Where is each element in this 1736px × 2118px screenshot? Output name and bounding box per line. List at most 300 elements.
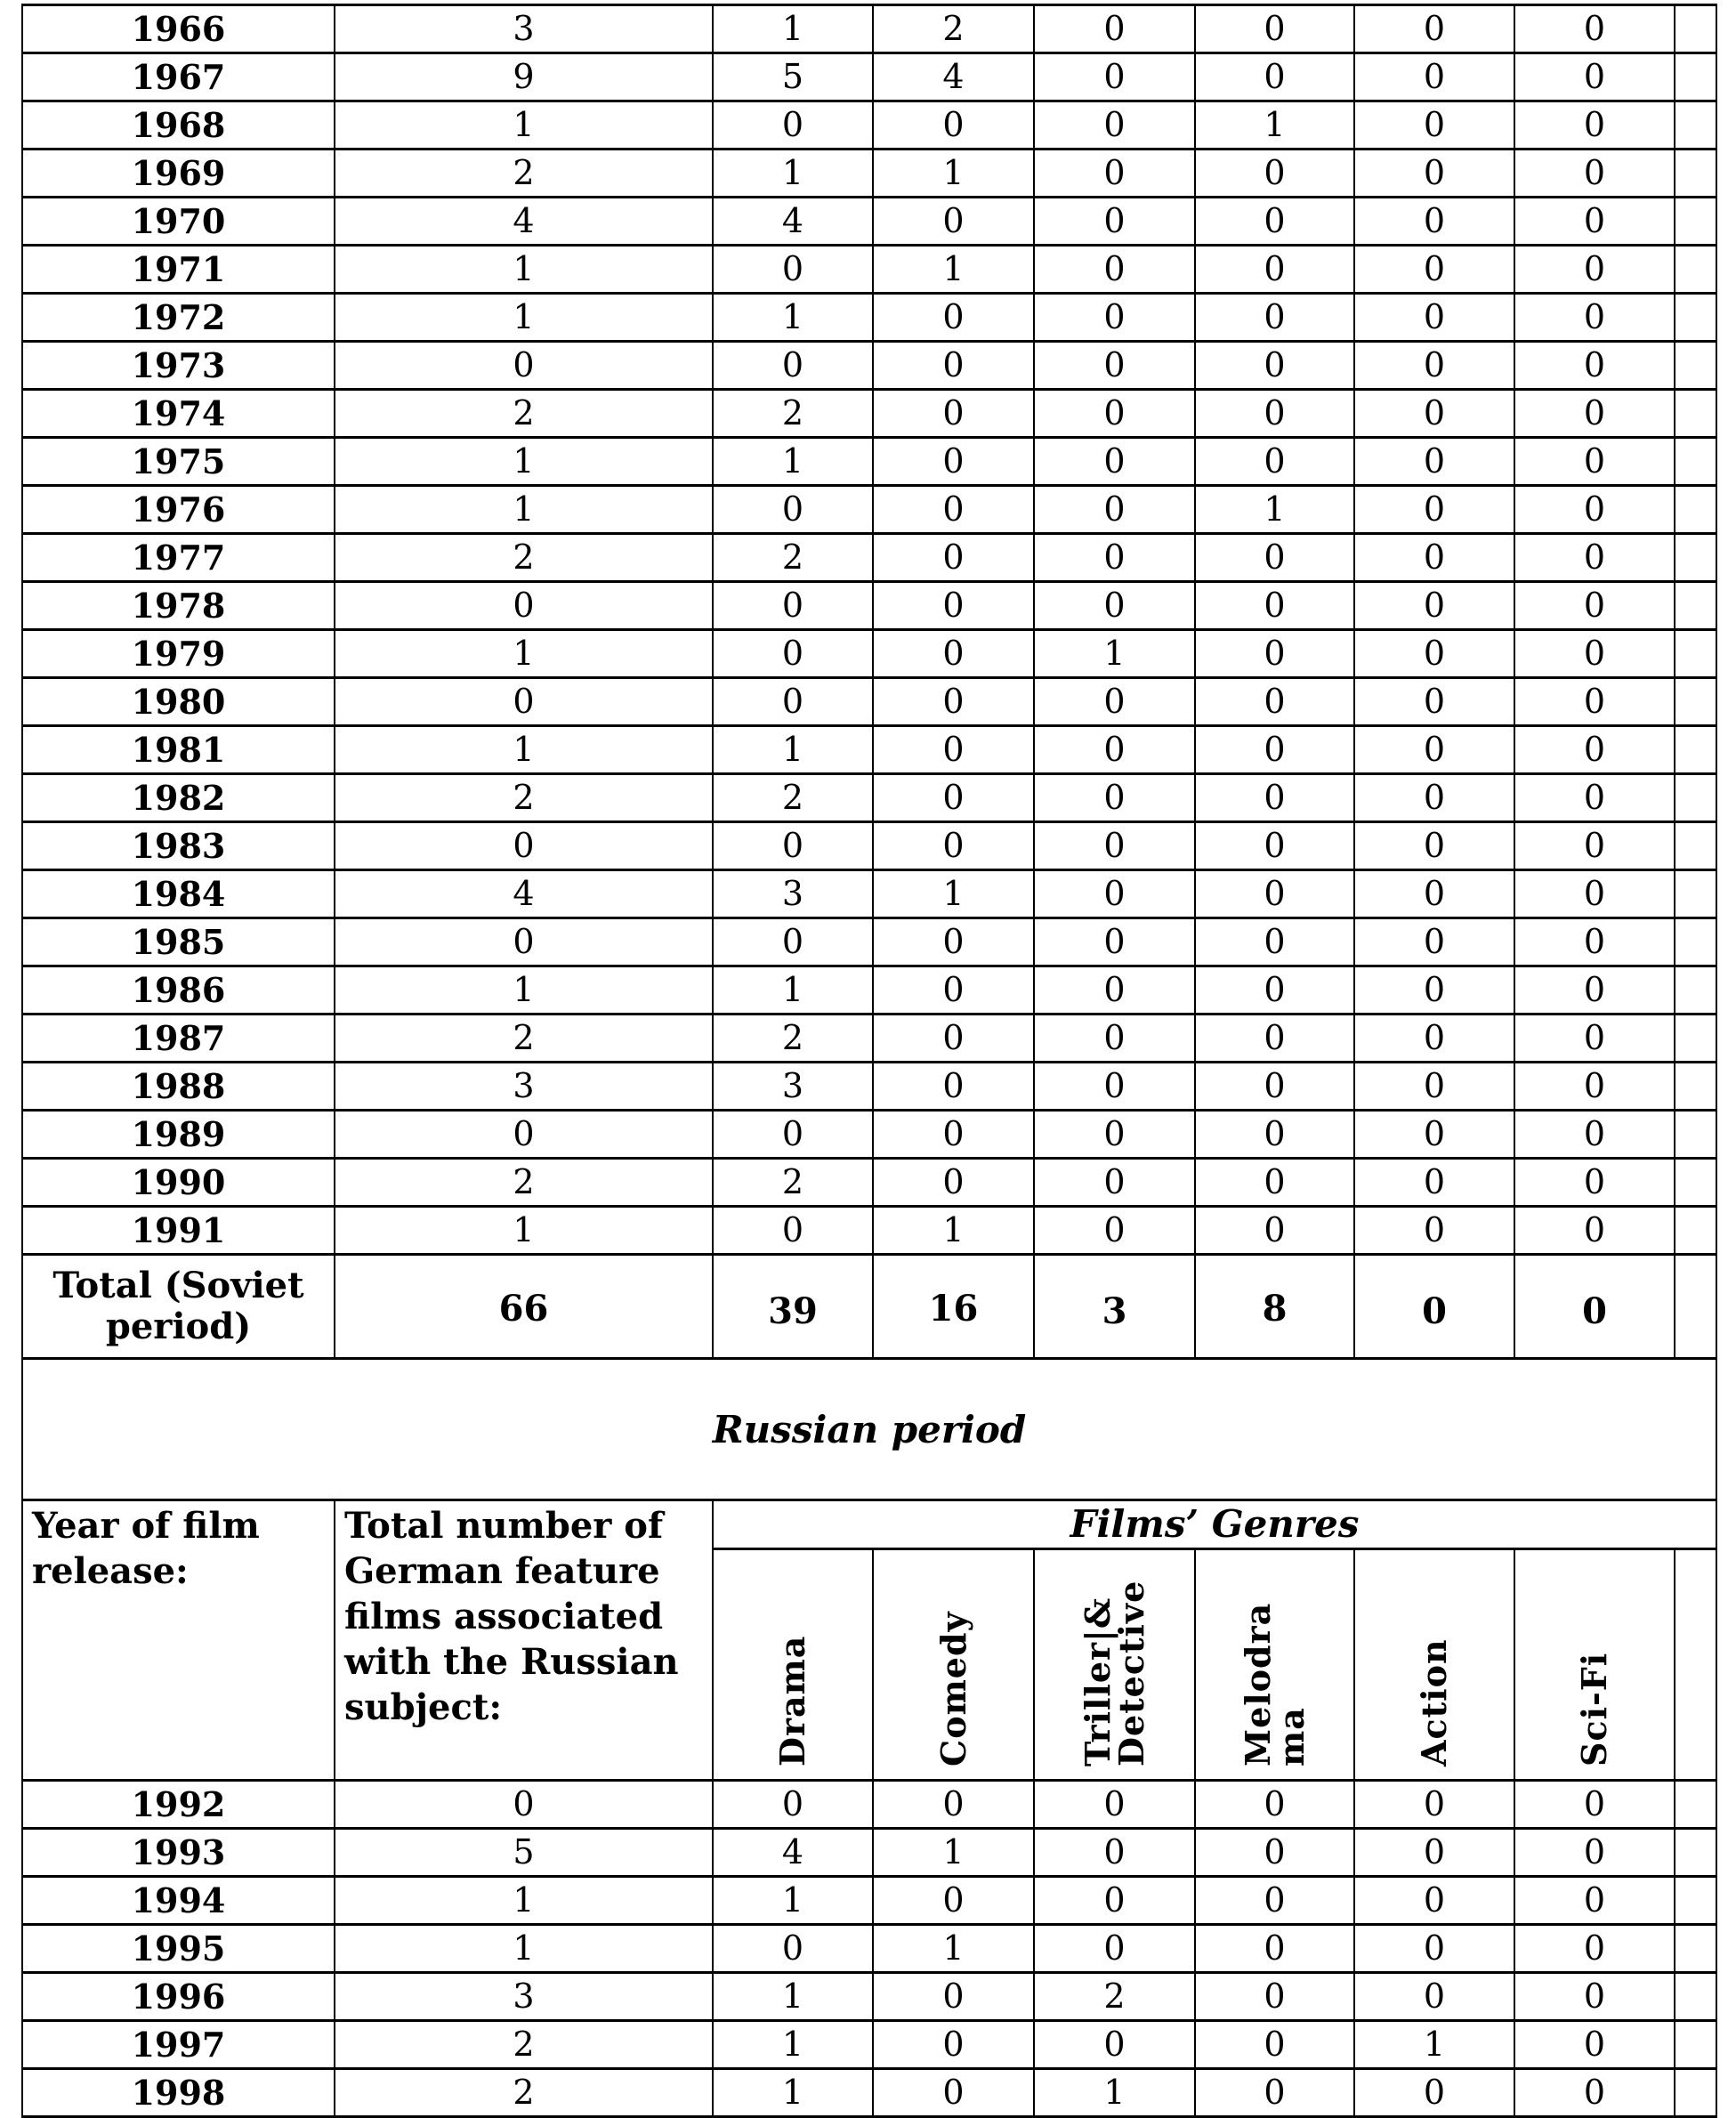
melodrama-cell: 0 [1195, 1829, 1354, 1877]
comedy-cell: 0 [873, 1877, 1034, 1925]
drama-cell: 0 [713, 1781, 873, 1829]
thriller-cell: 0 [1034, 1207, 1195, 1255]
melodrama-cell: 0 [1195, 966, 1354, 1015]
total-melodrama: 8 [1195, 1255, 1354, 1359]
comedy-cell: 0 [873, 918, 1034, 966]
scifi-cell: 0 [1514, 1973, 1675, 2021]
action-cell: 0 [1354, 2069, 1514, 2117]
melodrama-cell: 0 [1195, 1973, 1354, 2021]
comedy-cell: 0 [873, 726, 1034, 774]
empty-cell [1675, 774, 1716, 822]
thriller-cell: 0 [1034, 918, 1195, 966]
total-label: Total (Soviet period) [22, 1255, 335, 1359]
genres-group-header: Films’ Genres [713, 1500, 1716, 1549]
drama-cell: 1 [713, 966, 873, 1015]
melodrama-cell: 0 [1195, 726, 1354, 774]
genre-label-thriller-line2: Detective [1110, 1580, 1151, 1766]
action-cell: 0 [1354, 294, 1514, 342]
action-cell: 0 [1354, 1063, 1514, 1111]
drama-cell: 1 [713, 2021, 873, 2069]
genre-header-comedy [873, 1549, 1034, 1781]
soviet-period-rows [22, 5, 1716, 1255]
melodrama-cell: 0 [1195, 870, 1354, 918]
year-cell: 1974 [22, 390, 335, 438]
drama-cell: 0 [713, 582, 873, 630]
empty-cell [1675, 53, 1716, 101]
empty-cell [1675, 1925, 1716, 1973]
year-cell: 1992 [22, 1781, 335, 1829]
comedy-cell: 0 [873, 294, 1034, 342]
thriller-cell: 0 [1034, 1781, 1195, 1829]
scifi-cell: 0 [1514, 870, 1675, 918]
drama-cell: 0 [713, 1111, 873, 1159]
total-cell: 2 [335, 2021, 713, 2069]
year-cell: 1993 [22, 1829, 335, 1877]
comedy-cell: 0 [873, 1781, 1034, 1829]
table-row [22, 1925, 1716, 1973]
total-cell: 1 [335, 630, 713, 678]
drama-cell: 0 [713, 822, 873, 870]
comedy-cell: 0 [873, 101, 1034, 150]
action-cell: 0 [1354, 966, 1514, 1015]
thriller-cell: 0 [1034, 342, 1195, 390]
action-cell: 0 [1354, 53, 1514, 101]
scifi-cell: 0 [1514, 150, 1675, 198]
year-cell: 1996 [22, 1973, 335, 2021]
thriller-cell: 0 [1034, 198, 1195, 246]
year-cell: 1968 [22, 101, 335, 150]
genre-label-thriller-line1: Triller|& [1077, 1597, 1118, 1766]
comedy-cell: 0 [873, 774, 1034, 822]
scifi-cell: 0 [1514, 966, 1675, 1015]
action-cell: 1 [1354, 2021, 1514, 2069]
total-cell: 2 [335, 534, 713, 582]
action-cell: 0 [1354, 726, 1514, 774]
melodrama-cell: 0 [1195, 150, 1354, 198]
empty-cell [1675, 2021, 1716, 2069]
empty-cell [1675, 1877, 1716, 1925]
year-cell: 1984 [22, 870, 335, 918]
empty-cell [1675, 294, 1716, 342]
thriller-cell: 0 [1034, 5, 1195, 53]
drama-cell: 2 [713, 534, 873, 582]
total-scifi: 0 [1514, 1255, 1675, 1359]
scifi-cell: 0 [1514, 1015, 1675, 1063]
drama-cell: 5 [713, 53, 873, 101]
table-row [22, 726, 1716, 774]
genre-label-melodrama-line2: ma [1271, 1707, 1312, 1766]
drama-cell: 1 [713, 5, 873, 53]
genre-label-drama: Drama [772, 1635, 812, 1766]
action-cell: 0 [1354, 870, 1514, 918]
thriller-cell: 0 [1034, 150, 1195, 198]
total-cell: 1 [335, 438, 713, 486]
table-row [22, 1015, 1716, 1063]
comedy-cell: 0 [873, 486, 1034, 534]
total-cell: 1 [335, 1207, 713, 1255]
comedy-cell: 1 [873, 1207, 1034, 1255]
melodrama-cell: 0 [1195, 1207, 1354, 1255]
thriller-cell: 0 [1034, 1877, 1195, 1925]
total-cell: 2 [335, 1015, 713, 1063]
table-row [22, 1973, 1716, 2021]
comedy-cell: 0 [873, 2069, 1034, 2117]
genre-label-melodrama [1237, 1602, 1312, 1766]
total-cell: 0 [335, 1111, 713, 1159]
action-cell: 0 [1354, 1159, 1514, 1207]
empty-cell [1675, 678, 1716, 726]
year-cell: 1971 [22, 246, 335, 294]
table-row [22, 1063, 1716, 1111]
total-cell: 1 [335, 966, 713, 1015]
melodrama-cell: 0 [1195, 1063, 1354, 1111]
drama-cell: 2 [713, 1015, 873, 1063]
melodrama-cell: 0 [1195, 1159, 1354, 1207]
table-row [22, 342, 1716, 390]
scifi-cell: 0 [1514, 294, 1675, 342]
drama-cell: 1 [713, 726, 873, 774]
action-cell: 0 [1354, 678, 1514, 726]
scifi-cell: 0 [1514, 774, 1675, 822]
scifi-cell: 0 [1514, 918, 1675, 966]
scifi-cell: 0 [1514, 1159, 1675, 1207]
year-cell: 1970 [22, 198, 335, 246]
scifi-cell: 0 [1514, 726, 1675, 774]
thriller-cell: 0 [1034, 1063, 1195, 1111]
scifi-cell: 0 [1514, 678, 1675, 726]
genre-header-action [1354, 1549, 1514, 1781]
empty-cell [1675, 1781, 1716, 1829]
total-cell: 1 [335, 246, 713, 294]
action-cell: 0 [1354, 101, 1514, 150]
melodrama-cell: 0 [1195, 822, 1354, 870]
empty-cell [1675, 1255, 1716, 1359]
thriller-cell: 0 [1034, 101, 1195, 150]
melodrama-cell: 0 [1195, 2021, 1354, 2069]
scifi-cell: 0 [1514, 582, 1675, 630]
empty-cell [1675, 342, 1716, 390]
year-cell: 1990 [22, 1159, 335, 1207]
drama-cell: 4 [713, 1829, 873, 1877]
total-comedy: 16 [873, 1255, 1034, 1359]
scifi-cell: 0 [1514, 1207, 1675, 1255]
drama-cell: 0 [713, 630, 873, 678]
table-row [22, 870, 1716, 918]
comedy-cell: 0 [873, 582, 1034, 630]
action-cell: 0 [1354, 1781, 1514, 1829]
table-row [22, 438, 1716, 486]
thriller-cell: 0 [1034, 822, 1195, 870]
year-column-header: Year of film release: [22, 1500, 335, 1781]
comedy-cell: 0 [873, 630, 1034, 678]
table-row [22, 774, 1716, 822]
drama-cell: 0 [713, 486, 873, 534]
thriller-cell: 0 [1034, 1015, 1195, 1063]
table-row [22, 2021, 1716, 2069]
total-count: 66 [335, 1255, 713, 1359]
total-cell: 0 [335, 342, 713, 390]
melodrama-cell: 0 [1195, 582, 1354, 630]
total-action: 0 [1354, 1255, 1514, 1359]
year-cell: 1983 [22, 822, 335, 870]
empty-cell [1675, 1829, 1716, 1877]
table-row [22, 2069, 1716, 2117]
comedy-cell: 1 [873, 1925, 1034, 1973]
comedy-cell: 0 [873, 390, 1034, 438]
thriller-cell: 1 [1034, 2069, 1195, 2117]
comedy-cell: 2 [873, 5, 1034, 53]
total-cell: 1 [335, 486, 713, 534]
drama-cell: 0 [713, 246, 873, 294]
total-row-soviet [22, 1255, 1716, 1359]
scifi-cell: 0 [1514, 1781, 1675, 1829]
total-cell: 0 [335, 822, 713, 870]
scifi-cell: 0 [1514, 822, 1675, 870]
table-row [22, 918, 1716, 966]
thriller-cell: 1 [1034, 630, 1195, 678]
genre-label-melodrama-line1: Melodra [1237, 1602, 1278, 1766]
empty-cell [1675, 630, 1716, 678]
table-row [22, 822, 1716, 870]
melodrama-cell: 0 [1195, 438, 1354, 486]
thriller-cell: 0 [1034, 582, 1195, 630]
drama-cell: 2 [713, 774, 873, 822]
melodrama-cell: 1 [1195, 101, 1354, 150]
drama-cell: 1 [713, 294, 873, 342]
total-cell: 0 [335, 582, 713, 630]
table-row [22, 1781, 1716, 1829]
scifi-cell: 0 [1514, 1111, 1675, 1159]
empty-cell [1675, 534, 1716, 582]
total-cell: 1 [335, 294, 713, 342]
genre-header-drama [713, 1549, 873, 1781]
melodrama-cell: 0 [1195, 630, 1354, 678]
melodrama-cell: 0 [1195, 774, 1354, 822]
genre-label-scifi: Sci-Fi [1574, 1652, 1614, 1766]
empty-cell [1675, 101, 1716, 150]
year-cell: 1981 [22, 726, 335, 774]
scifi-cell: 0 [1514, 1925, 1675, 1973]
comedy-cell: 0 [873, 534, 1034, 582]
melodrama-cell: 1 [1195, 486, 1354, 534]
drama-cell: 0 [713, 918, 873, 966]
action-cell: 0 [1354, 5, 1514, 53]
year-cell: 1991 [22, 1207, 335, 1255]
drama-cell: 1 [713, 2069, 873, 2117]
scifi-cell: 0 [1514, 390, 1675, 438]
total-cell: 2 [335, 774, 713, 822]
film-genres-table [21, 4, 1717, 2118]
empty-cell [1675, 390, 1716, 438]
thriller-cell: 0 [1034, 966, 1195, 1015]
total-cell: 2 [335, 150, 713, 198]
table-row [22, 1829, 1716, 1877]
table-row [22, 150, 1716, 198]
year-cell: 1986 [22, 966, 335, 1015]
table-row [22, 5, 1716, 53]
empty-cell [1675, 1973, 1716, 2021]
empty-cell [1675, 1111, 1716, 1159]
empty-cell [1675, 582, 1716, 630]
drama-cell: 1 [713, 438, 873, 486]
table-row [22, 1159, 1716, 1207]
table-row [22, 1207, 1716, 1255]
comedy-cell: 0 [873, 966, 1034, 1015]
melodrama-cell: 0 [1195, 678, 1354, 726]
empty-cell [1675, 246, 1716, 294]
year-cell: 1967 [22, 53, 335, 101]
drama-cell: 0 [713, 342, 873, 390]
action-cell: 0 [1354, 486, 1514, 534]
table-row [22, 294, 1716, 342]
comedy-cell: 1 [873, 870, 1034, 918]
scifi-cell: 0 [1514, 342, 1675, 390]
melodrama-cell: 0 [1195, 294, 1354, 342]
column-header-row [22, 1500, 1716, 1549]
table-row [22, 966, 1716, 1015]
genre-label-comedy: Comedy [933, 1611, 973, 1766]
drama-cell: 2 [713, 1159, 873, 1207]
total-cell: 4 [335, 870, 713, 918]
scifi-cell: 0 [1514, 534, 1675, 582]
comedy-cell: 0 [873, 198, 1034, 246]
table-row [22, 486, 1716, 534]
melodrama-cell: 0 [1195, 1925, 1354, 1973]
total-cell: 2 [335, 1159, 713, 1207]
scifi-cell: 0 [1514, 1063, 1675, 1111]
action-cell: 0 [1354, 1111, 1514, 1159]
total-cell: 5 [335, 1829, 713, 1877]
melodrama-cell: 0 [1195, 5, 1354, 53]
comedy-cell: 0 [873, 1015, 1034, 1063]
empty-cell [1675, 5, 1716, 53]
genre-label-action: Action [1414, 1638, 1454, 1766]
drama-cell: 0 [713, 1925, 873, 1973]
total-cell: 3 [335, 1063, 713, 1111]
year-cell: 1966 [22, 5, 335, 53]
action-cell: 0 [1354, 246, 1514, 294]
melodrama-cell: 0 [1195, 246, 1354, 294]
melodrama-cell: 0 [1195, 390, 1354, 438]
total-cell: 1 [335, 1925, 713, 1973]
thriller-cell: 0 [1034, 678, 1195, 726]
thriller-cell: 0 [1034, 1159, 1195, 1207]
melodrama-cell: 0 [1195, 918, 1354, 966]
year-cell: 1997 [22, 2021, 335, 2069]
action-cell: 0 [1354, 918, 1514, 966]
melodrama-cell: 0 [1195, 342, 1354, 390]
thriller-cell: 0 [1034, 1111, 1195, 1159]
action-cell: 0 [1354, 534, 1514, 582]
total-cell: 0 [335, 678, 713, 726]
thriller-cell: 0 [1034, 774, 1195, 822]
thriller-cell: 0 [1034, 870, 1195, 918]
melodrama-cell: 0 [1195, 1781, 1354, 1829]
year-cell: 1995 [22, 1925, 335, 1973]
soviet-total [22, 1255, 1716, 1359]
drama-cell: 0 [713, 678, 873, 726]
section-title-row [22, 1359, 1716, 1500]
empty-cell [1675, 1015, 1716, 1063]
thriller-cell: 0 [1034, 726, 1195, 774]
year-cell: 1973 [22, 342, 335, 390]
total-drama: 39 [713, 1255, 873, 1359]
action-cell: 0 [1354, 1015, 1514, 1063]
scifi-cell: 0 [1514, 246, 1675, 294]
table-row [22, 101, 1716, 150]
drama-cell: 1 [713, 1973, 873, 2021]
total-cell: 9 [335, 53, 713, 101]
action-cell: 0 [1354, 822, 1514, 870]
year-cell: 1969 [22, 150, 335, 198]
russian-period-rows [22, 1781, 1716, 2117]
comedy-cell: 0 [873, 438, 1034, 486]
year-cell: 1972 [22, 294, 335, 342]
year-cell: 1980 [22, 678, 335, 726]
thriller-cell: 0 [1034, 53, 1195, 101]
melodrama-cell: 0 [1195, 53, 1354, 101]
table-row [22, 1111, 1716, 1159]
total-cell: 3 [335, 5, 713, 53]
empty-cell [1675, 822, 1716, 870]
action-cell: 0 [1354, 1877, 1514, 1925]
action-cell: 0 [1354, 630, 1514, 678]
total-cell: 2 [335, 390, 713, 438]
drama-cell: 3 [713, 1063, 873, 1111]
year-cell: 1989 [22, 1111, 335, 1159]
empty-cell [1675, 870, 1716, 918]
total-cell: 1 [335, 101, 713, 150]
year-cell: 1977 [22, 534, 335, 582]
drama-cell: 4 [713, 198, 873, 246]
action-cell: 0 [1354, 1207, 1514, 1255]
melodrama-cell: 0 [1195, 198, 1354, 246]
year-cell: 1987 [22, 1015, 335, 1063]
empty-cell [1675, 1063, 1716, 1111]
action-cell: 0 [1354, 342, 1514, 390]
thriller-cell: 0 [1034, 294, 1195, 342]
year-cell: 1988 [22, 1063, 335, 1111]
comedy-cell: 1 [873, 150, 1034, 198]
total-cell: 3 [335, 1973, 713, 2021]
empty-cell [1675, 198, 1716, 246]
scifi-cell: 0 [1514, 438, 1675, 486]
year-cell: 1975 [22, 438, 335, 486]
action-cell: 0 [1354, 150, 1514, 198]
table-row [22, 198, 1716, 246]
scifi-cell: 0 [1514, 630, 1675, 678]
genre-header-thriller [1034, 1549, 1195, 1781]
comedy-cell: 0 [873, 1159, 1034, 1207]
drama-cell: 1 [713, 1877, 873, 1925]
comedy-cell: 1 [873, 1829, 1034, 1877]
thriller-cell: 0 [1034, 1829, 1195, 1877]
action-cell: 0 [1354, 1829, 1514, 1877]
thriller-cell: 0 [1034, 1925, 1195, 1973]
drama-cell: 2 [713, 390, 873, 438]
comedy-cell: 4 [873, 53, 1034, 101]
comedy-cell: 0 [873, 1111, 1034, 1159]
scifi-cell: 0 [1514, 53, 1675, 101]
total-cell: 1 [335, 1877, 713, 1925]
thriller-cell: 0 [1034, 2021, 1195, 2069]
year-cell: 1978 [22, 582, 335, 630]
empty-cell [1675, 1159, 1716, 1207]
scifi-cell: 0 [1514, 101, 1675, 150]
empty-cell [1675, 150, 1716, 198]
drama-cell: 0 [713, 101, 873, 150]
russian-period-header [22, 1359, 1716, 1781]
